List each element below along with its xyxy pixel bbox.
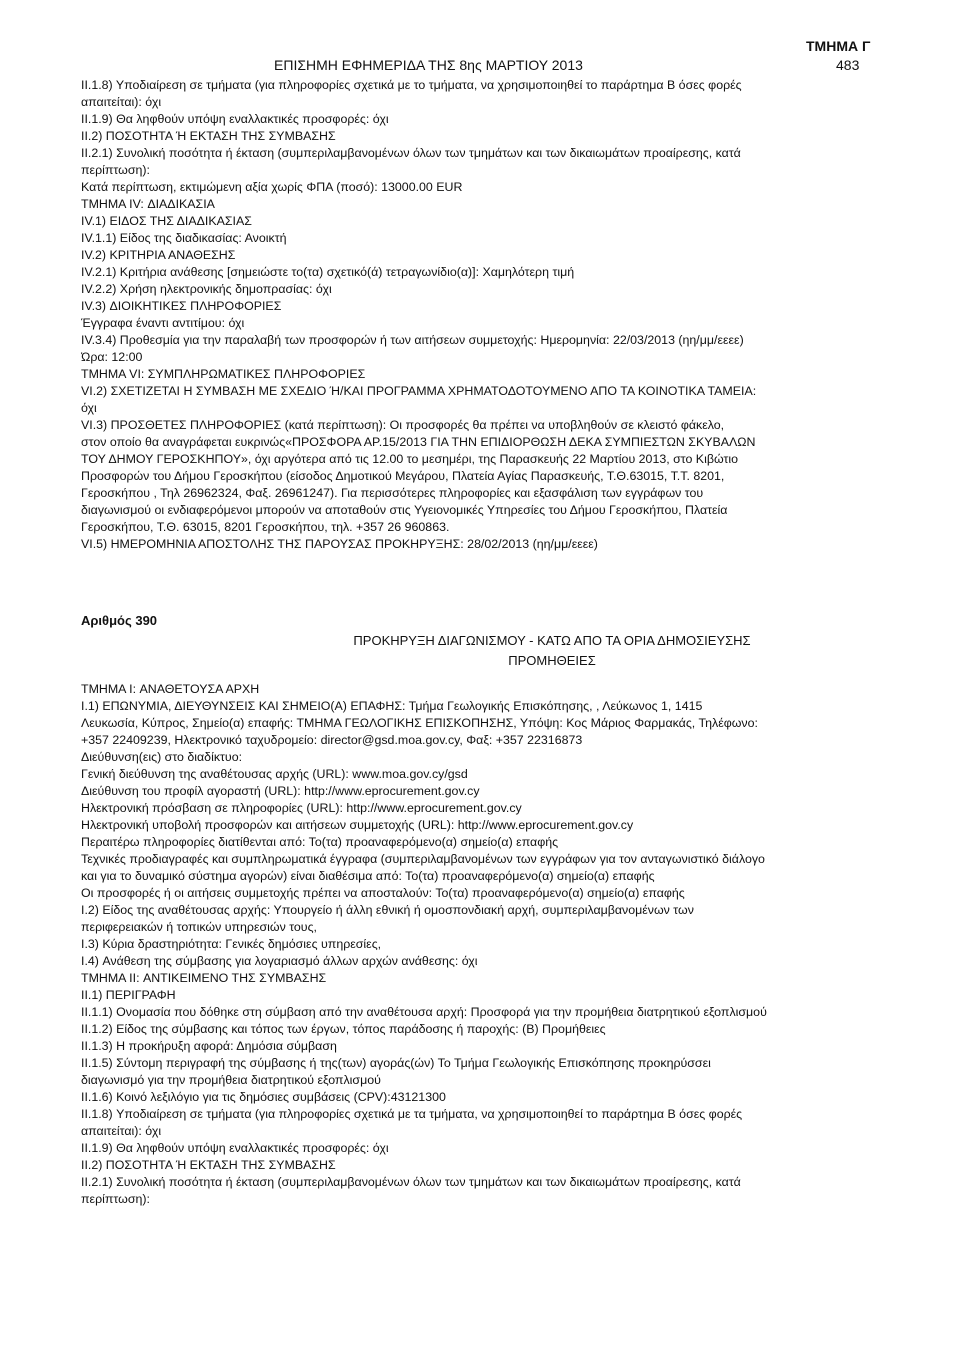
text-line: IV.2.1) Κριτήρια ανάθεσης [σημειώστε το(τα) σχετικό(ά) τετραγωνίδιο(α)]: Χαμηλότερη τιμή: [81, 265, 575, 279]
text-line: II.1.5) Σύντομη περιγραφή της σύμβασης ή της(των) αγοράς(ών) Το Τμήμα Γεωλογικής Επισκόπησης προκηρύσσει: [81, 1056, 711, 1070]
text-line: II.1) ΠΕΡΙΓΡΑΦΗ: [81, 988, 176, 1002]
notice-title-line: ΠΡΟΚΗΡΥΞΗ ΔΙΑΓΩΝΙΣΜΟΥ - ΚΑΤΩ ΑΠΟ ΤΑ ΟΡΙΑ ΔΗΜΟΣΙΕΥΣΗΣ: [353, 633, 751, 648]
text-line: περίπτωση):: [81, 163, 150, 177]
text-line: I.1) ΕΠΩΝΥΜΙΑ, ΔΙΕΥΘΥΝΣΕΙΣ ΚΑΙ ΣΗΜΕΙΟ(Α) ΕΠΑΦΗΣ: Τμήμα Γεωλογικής Επισκόπησης, , Λεύκωνος 1, 1415: [81, 699, 703, 713]
text-line: ΙΙ.1.9) Θα ληφθούν υπόψη εναλλακτικές προσφορές: όχι: [81, 112, 389, 126]
text-line: Ώρα: 12:00: [81, 350, 143, 364]
text-line: Περαιτέρω πληροφορίες διατίθενται από: Το(τα) προαναφερόμενο(α) σημείο(α) επαφής: [81, 835, 559, 849]
text-line: ΤΜΗΜΑ VI: ΣΥΜΠΛΗΡΩΜΑΤΙΚΕΣ ΠΛΗΡΟΦΟΡΙΕΣ: [81, 367, 366, 381]
text-line: ΤΜΗΜΑ II: ΑΝΤΙΚΕΙΜΕΝΟ ΤΗΣ ΣΥΜΒΑΣΗΣ: [81, 971, 327, 985]
notice-title-line: ΠΡΟΜΗΘΕΙΕΣ: [508, 653, 596, 668]
text-line: Γεροσκήπου, Τ.Θ. 63015, 8201 Γεροσκήπου, τηλ. +357 26 960863.: [81, 520, 450, 534]
text-line: περίπτωση):: [81, 1192, 150, 1206]
text-line: ΙΙ.1.8) Υποδιαίρεση σε τμήματα (για πληροφορίες σχετικά με το τμήματα, να χρησιμοποιηθεί το παράρτημα Β όσες φορές: [81, 78, 742, 92]
text-line: Διεύθυνση(εις) στο διαδίκτυο:: [81, 750, 243, 764]
text-line: II.2) ΠΟΣΟΤΗΤΑ Ή ΕΚΤΑΣΗ ΤΗΣ ΣΥΜΒΑΣΗΣ: [81, 1158, 336, 1172]
text-line: Διεύθυνση του προφίλ αγοραστή (URL): http://www.eprocurement.gov.cy: [81, 784, 480, 798]
text-line: IV.3.4) Προθεσμία για την παραλαβή των προσφορών ή των αιτήσεων συμμετοχής: Ημερομηνία: 22/03/2013 (ηη/μμ/εεεε): [81, 333, 744, 347]
text-line: VI.2) ΣΧΕΤΙΖΕΤΑΙ Η ΣΥΜΒΑΣΗ ΜΕ ΣΧΕΔΙΟ Ή/ΚΑΙ ΠΡΟΓΡΑΜΜΑ ΧΡΗΜΑΤΟΔΟΤΟΥΜΕΝΟ ΑΠΟ ΤΑ ΚΟΙΝΟΤΙΚΑ ΤΑΜΕΙΑ:: [81, 384, 757, 398]
text-line: όχι: [81, 401, 97, 415]
text-line: Προσφορών του Δήμου Γεροσκήπου (είσοδος Δημοτικού Μεγάρου, Πλατεία Αγίας Παρασκευής, Τ.Θ.63015, Τ.Τ. 8201,: [81, 469, 725, 483]
text-line: ΙΙ.2.1) Συνολική ποσότητα ή έκταση (συμπεριλαμβανομένων όλων των τμημάτων και των δικαιωμάτων προαίρεσης, κατά: [81, 146, 741, 160]
text-line: Ηλεκτρονική πρόσβαση σε πληροφορίες (URL): http://www.eprocurement.gov.cy: [81, 801, 522, 815]
text-line: VI.5) ΗΜΕΡΟΜΗΝΙΑ ΑΠΟΣΤΟΛΗΣ ΤΗΣ ΠΑΡΟΥΣΑΣ ΠΡΟΚΗΡΥΞΗΣ: 28/02/2013 (ηη/μμ/εεεε): [81, 537, 598, 551]
text-line: IV.1) ΕΙΔΟΣ ΤΗΣ ΔΙΑΔΙΚΑΣΙΑΣ: [81, 214, 252, 228]
text-line: I.2) Είδος της αναθέτουσας αρχής: Υπουργείο ή άλλη εθνική ή ομοσπονδιακή αρχή, συμπεριλαμβανομένων των: [81, 903, 694, 917]
notice-title: [252, 631, 852, 671]
text-line: Έγγραφα έναντι αντιτίμου: όχι: [81, 316, 245, 330]
text-line: Κατά περίπτωση, εκτιμώμενη αξία χωρίς ΦΠΑ (ποσό): 13000.00 EUR: [81, 180, 463, 194]
text-line: II.2.1) Συνολική ποσότητα ή έκταση (συμπεριλαμβανομένων όλων των τμημάτων και των δικαιωμάτων προαίρεσης, κατά: [81, 1175, 741, 1189]
text-line: II.1.9) Θα ληφθούν υπόψη εναλλακτικές προσφορές: όχι: [81, 1141, 389, 1155]
text-line: II.1.3) Η προκήρυξη αφορά: Δημόσια σύμβαση: [81, 1039, 337, 1053]
text-line: IV.3) ΔΙΟΙΚΗΤΙΚΕΣ ΠΛΗΡΟΦΟΡΙΕΣ: [81, 299, 282, 313]
text-line: ΤΟΥ ΔΗΜΟΥ ΓΕΡΟΣΚΗΠΟΥ», όχι αργότερα από τις 12.00 το μεσημέρι, της Παρασκευής 22 Μαρτίου 2013, στο Κιβώτιο: [81, 452, 738, 466]
gazette-title: ΕΠΙΣΗΜΗ ΕΦΗΜΕΡΙΔΑ ΤΗΣ 8ης ΜΑΡΤΙΟΥ 2013: [274, 57, 583, 73]
text-line: II.1.1) Ονομασία που δόθηκε στη σύμβαση από την αναθέτουσα αρχή: Προσφορά για την προμήθεια διατρητικού εξοπλισμού: [81, 1005, 767, 1019]
text-line: Τεχνικές προδιαγραφές και συμπληρωματικά έγγραφα (συμπεριλαμβανομένων των εγγράφων για τον ανταγωνιστικό διάλογο: [81, 852, 765, 866]
notice-number: Αριθμός 390: [81, 613, 158, 628]
text-line: VI.3) ΠΡΟΣΘΕΤΕΣ ΠΛΗΡΟΦΟΡΙΕΣ (κατά περίπτωση): Οι προσφορές θα πρέπει να υποβληθούν σε κλειστό φάκελο,: [81, 418, 725, 432]
text-line: Γεροσκήπου , Τηλ 26962324, Φαξ. 26961247). Για περισσότερες πληροφορίες και εξασφάλιση των εγγράφων του: [81, 486, 704, 500]
text-line: II.1.8) Υποδιαίρεση σε τμήματα (για πληροφορίες σχετικά με τα τμήματα, να χρησιμοποιηθεί το παράρτημα Β όσες φορές: [81, 1107, 743, 1121]
text-line: ΤΜΗΜΑ I: ΑΝΑΘΕΤΟΥΣΑ ΑΡΧΗ: [81, 682, 260, 696]
text-line: διαγωνισμού οι ενδιαφερόμενοι μπορούν να αποταθούν στις Υγειονομικές Υπηρεσίες του Δήμου Γεροσκήπου, Πλατεία: [81, 503, 728, 517]
text-line: I.4) Ανάθεση της σύμβασης για λογαριασμό άλλων αρχών ανάθεσης: όχι: [81, 954, 478, 968]
previous-notice-continuation: [81, 77, 871, 553]
text-line: διαγωνισμό για την προμήθεια διατρητικού εξοπλισμού: [81, 1073, 381, 1087]
section-label: ΤΜΗΜΑ Γ: [806, 38, 871, 54]
text-line: στον οποίο θα αναγράφεται ευκρινώς«ΠΡΟΣΦΟΡΑ ΑΡ.15/2013 ΓΙΑ ΤΗΝ ΕΠΙΔΙΟΡΘΩΣΗ ΔΕΚΑ ΣΥΜΠΙΕΣΤΩΝ ΣΚΥΒΑΛΩΝ: [81, 435, 756, 449]
text-line: ΤΜΗΜΑ IV: ΔΙΑΔΙΚΑΣΙΑ: [81, 197, 215, 211]
text-line: περιφερειακών ή τοπικών υπηρεσιών τους,: [81, 920, 318, 934]
notice-390-body: [81, 681, 871, 1208]
text-line: I.3) Κύρια δραστηριότητα: Γενικές δημόσιες υπηρεσίες,: [81, 937, 382, 951]
text-line: Λευκωσία, Κύπρος, Σημείο(α) επαφής: ΤΜΗΜΑ ΓΕΩΛΟΓΙΚΗΣ ΕΠΙΣΚΟΠΗΣΗΣ, Υπόψη: Κος Μάριος Φαρμακάς, Τηλέφωνο:: [81, 716, 758, 730]
text-line: IV.2) ΚΡΙΤΗΡΙΑ ΑΝΑΘΕΣΗΣ: [81, 248, 236, 262]
text-line: +357 22409239, Ηλεκτρονικό ταχυδρομείο: director@gsd.moa.gov.cy, Φαξ: +357 22316873: [81, 733, 583, 747]
text-line: Ηλεκτρονική υποβολή προσφορών και αιτήσεων συμμετοχής (URL): http://www.eprocurement.gov.cy: [81, 818, 634, 832]
text-line: II.1.6) Κοινό λεξιλόγιο για τις δημόσιες συμβάσεις (CPV):43121300: [81, 1090, 446, 1104]
text-line: και για το δυναμικό σύστημα αγορών) είναι διαθέσιμα από: Το(τα) προαναφερόμενο(α) σημείο(α) επαφής: [81, 869, 655, 883]
page-number: 483: [836, 57, 860, 73]
text-line: απαιτείται): όχι: [81, 1124, 162, 1138]
text-line: απαιτείται): όχι: [81, 95, 162, 109]
text-line: II.1.2) Είδος της σύμβασης και τόπος των έργων, τόπος παράδοσης ή παροχής: (Β) Προμήθειες: [81, 1022, 606, 1036]
text-line: ΙΙ.2) ΠΟΣΟΤΗΤΑ Ή ΕΚΤΑΣΗ ΤΗΣ ΣΥΜΒΑΣΗΣ: [81, 129, 336, 143]
text-line: IV.2.2) Χρήση ηλεκτρονικής δημοπρασίας: όχι: [81, 282, 332, 296]
text-line: IV.1.1) Είδος της διαδικασίας: Ανοικτή: [81, 231, 287, 245]
text-line: Γενική διεύθυνση της αναθέτουσας αρχής (URL): www.moa.gov.cy/gsd: [81, 767, 468, 781]
text-line: Οι προσφορές ή οι αιτήσεις συμμετοχής πρέπει να αποσταλούν: Το(τα) προαναφερόμενο(α) σημείο(α) επαφής: [81, 886, 685, 900]
